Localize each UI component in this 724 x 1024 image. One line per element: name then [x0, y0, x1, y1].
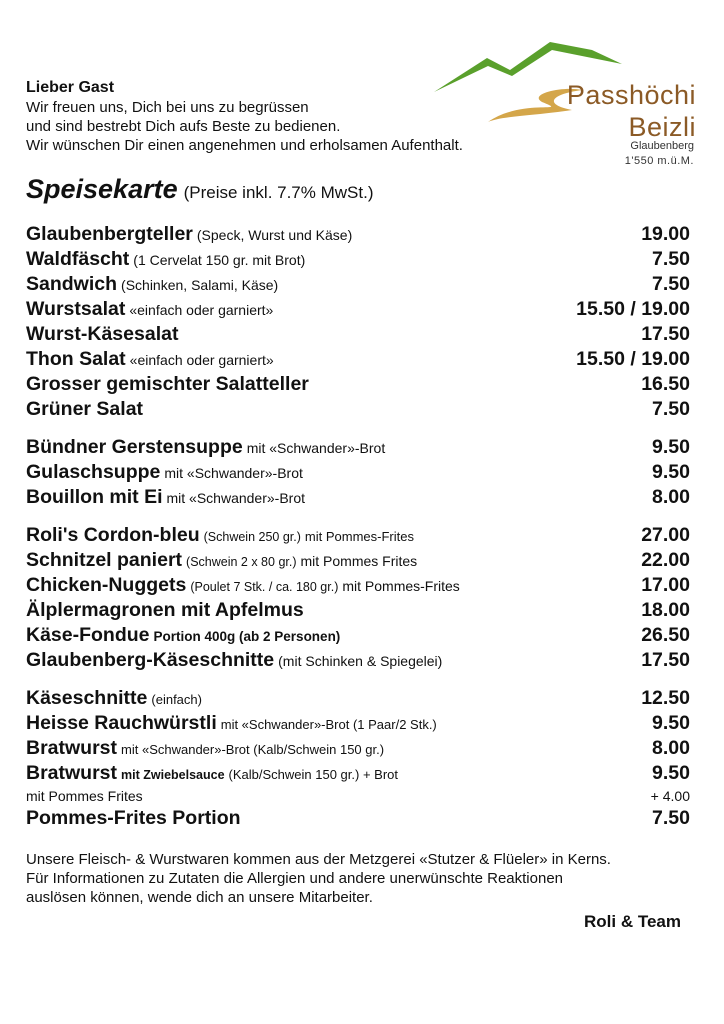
greeting-line: und sind bestrebt Dich aufs Beste zu bedienen. — [26, 118, 341, 135]
item-name: Gulaschsuppe — [26, 461, 161, 483]
item-price: 12.50 — [641, 687, 690, 709]
menu-item — [26, 322, 690, 347]
item-name: Sandwich — [26, 273, 118, 295]
item-price: 9.50 — [652, 762, 690, 784]
item-price: 8.00 — [652, 737, 690, 759]
item-desc: mit «Schwander»-Brot — [246, 440, 386, 456]
item-desc: «einfach oder garniert» — [129, 302, 274, 318]
item-desc: (Kalb/Schwein 150 gr.) + Brot — [228, 767, 398, 782]
menu-item — [26, 648, 690, 673]
item-name: Waldfäscht — [26, 248, 130, 270]
menu-item — [26, 372, 690, 397]
item-price: 26.50 — [641, 624, 690, 646]
item-price: 17.50 — [641, 649, 690, 671]
item-name: Glaubenberg-Käseschnitte — [26, 649, 275, 671]
item-price: 17.50 — [641, 323, 690, 345]
item-desc: mit Pommes-Frites — [304, 529, 414, 544]
menu-item — [26, 397, 690, 422]
item-desc: mit «Schwander»-Brot — [164, 465, 303, 481]
menu-item — [26, 686, 690, 711]
item-name: Heisse Rauchwürstli — [26, 712, 217, 734]
menu-item — [26, 222, 690, 247]
item-price: 7.50 — [652, 398, 690, 420]
logo-name-line1: Passhöchi — [566, 80, 696, 110]
item-desc: mit «Schwander»-Brot (Kalb/Schwein 150 gr.) — [121, 742, 385, 757]
item-desc: (Speck, Wurst und Käse) — [196, 227, 353, 243]
item-desc: Portion 400g (ab 2 Personen) — [153, 629, 341, 644]
item-name: Käse-Fondue — [26, 624, 150, 646]
menu-heading — [26, 174, 374, 205]
item-price: 15.50 / 19.00 — [576, 298, 690, 320]
menu-list — [26, 222, 690, 831]
greeting-line: Wir freuen uns, Dich bei uns zu begrüssen — [26, 99, 309, 116]
item-price: 7.50 — [652, 273, 690, 295]
item-price: 7.50 — [652, 248, 690, 270]
group-divider — [26, 422, 690, 435]
item-price: 9.50 — [652, 461, 690, 483]
item-name: Chicken-Nuggets — [26, 574, 187, 596]
price-note: (Preise inkl. 7.7% MwSt.) — [183, 183, 374, 202]
logo-altitude: 1'550 m.ü.M. — [624, 155, 694, 167]
menu-item — [26, 435, 690, 460]
item-name: Roli's Cordon-bleu — [26, 524, 200, 546]
menu-item — [26, 598, 690, 623]
extra-price: + 4.00 — [650, 788, 690, 804]
item-name: Grosser gemischter Salatteller — [26, 373, 309, 395]
item-name: Thon Salat — [26, 348, 126, 370]
greeting-title: Lieber Gast — [26, 79, 115, 96]
item-name: Wurst-Käsesalat — [26, 323, 179, 345]
menu-item — [26, 806, 690, 831]
menu-item-extra — [26, 786, 690, 806]
item-price: 17.00 — [641, 574, 690, 596]
item-price: 7.50 — [652, 807, 690, 829]
item-price: 9.50 — [652, 712, 690, 734]
logo-place: Glaubenberg — [630, 140, 694, 152]
item-desc: mit «Schwander»-Brot (1 Paar/2 Stk.) — [220, 717, 437, 732]
item-desc: (einfach) — [151, 692, 202, 707]
item-price: 9.50 — [652, 436, 690, 458]
signature: Roli & Team — [584, 912, 681, 931]
item-name: Älplermagronen mit Apfelmus — [26, 599, 304, 621]
logo-name-line2: Beizli — [628, 112, 696, 142]
item-desc-detail: (Poulet 7 Stk. / ca. 180 gr.) — [190, 580, 339, 594]
item-desc: mit Pommes-Frites — [342, 578, 460, 594]
item-name: Wurstsalat — [26, 298, 126, 320]
group-divider — [26, 510, 690, 523]
item-price: 18.00 — [641, 599, 690, 621]
restaurant-logo — [432, 36, 702, 176]
extra-desc: mit Pommes Frites — [26, 788, 143, 804]
item-price: 22.00 — [641, 549, 690, 571]
item-price: 19.00 — [641, 223, 690, 245]
menu-item — [26, 460, 690, 485]
item-price: 8.00 — [652, 486, 690, 508]
footer-line: auslösen können, wende dich an unsere Mitarbeiter. — [26, 889, 373, 906]
menu-item — [26, 523, 690, 548]
item-desc: «einfach oder garniert» — [129, 352, 274, 368]
item-price: 16.50 — [641, 373, 690, 395]
menu-item — [26, 485, 690, 510]
footer-line: Für Informationen zu Zutaten die Allergien und andere unerwünschte Reaktionen — [26, 870, 564, 887]
footer-line: Unsere Fleisch- & Wurstwaren kommen aus der Metzgerei «Stutzer & Flüeler» in Kerns. — [26, 851, 611, 868]
greeting-line: Wir wünschen Dir einen angenehmen und erholsamen Aufenthalt. — [26, 137, 463, 154]
item-desc: (1 Cervelat 150 gr. mit Brot) — [133, 252, 306, 268]
item-name: Schnitzel paniert — [26, 549, 183, 571]
item-name: Bratwurst — [26, 737, 118, 759]
item-desc: mit «Schwander»-Brot — [166, 490, 306, 506]
item-name: Bündner Gerstensuppe — [26, 436, 243, 458]
item-desc: mit Pommes Frites — [300, 553, 418, 569]
menu-item — [26, 711, 690, 736]
item-name: Pommes-Frites Portion — [26, 807, 241, 829]
item-price: 15.50 / 19.00 — [576, 348, 690, 370]
footer-note — [26, 850, 706, 907]
item-name: Bratwurst — [26, 762, 118, 784]
item-desc-bold: mit Zwiebelsauce — [121, 768, 225, 782]
item-name: Grüner Salat — [26, 398, 144, 420]
menu-item — [26, 623, 690, 648]
item-desc: (Schinken, Salami, Käse) — [121, 277, 279, 293]
item-desc-detail: (Schwein 250 gr.) — [203, 530, 301, 544]
menu-item — [26, 573, 690, 598]
item-desc-detail: (Schwein 2 x 80 gr.) — [186, 555, 297, 569]
menu-item — [26, 297, 690, 322]
item-price: 27.00 — [641, 524, 690, 546]
menu-title: Speisekarte — [26, 174, 178, 204]
menu-item — [26, 736, 690, 761]
menu-item — [26, 247, 690, 272]
menu-item — [26, 548, 690, 573]
menu-item — [26, 272, 690, 297]
menu-item — [26, 347, 690, 372]
item-name: Bouillon mit Ei — [26, 486, 163, 508]
menu-item — [26, 761, 690, 786]
group-divider — [26, 673, 690, 686]
item-name: Glaubenbergteller — [26, 223, 193, 245]
item-name: Käseschnitte — [26, 687, 148, 709]
item-desc: (mit Schinken & Spiegelei) — [278, 653, 443, 669]
